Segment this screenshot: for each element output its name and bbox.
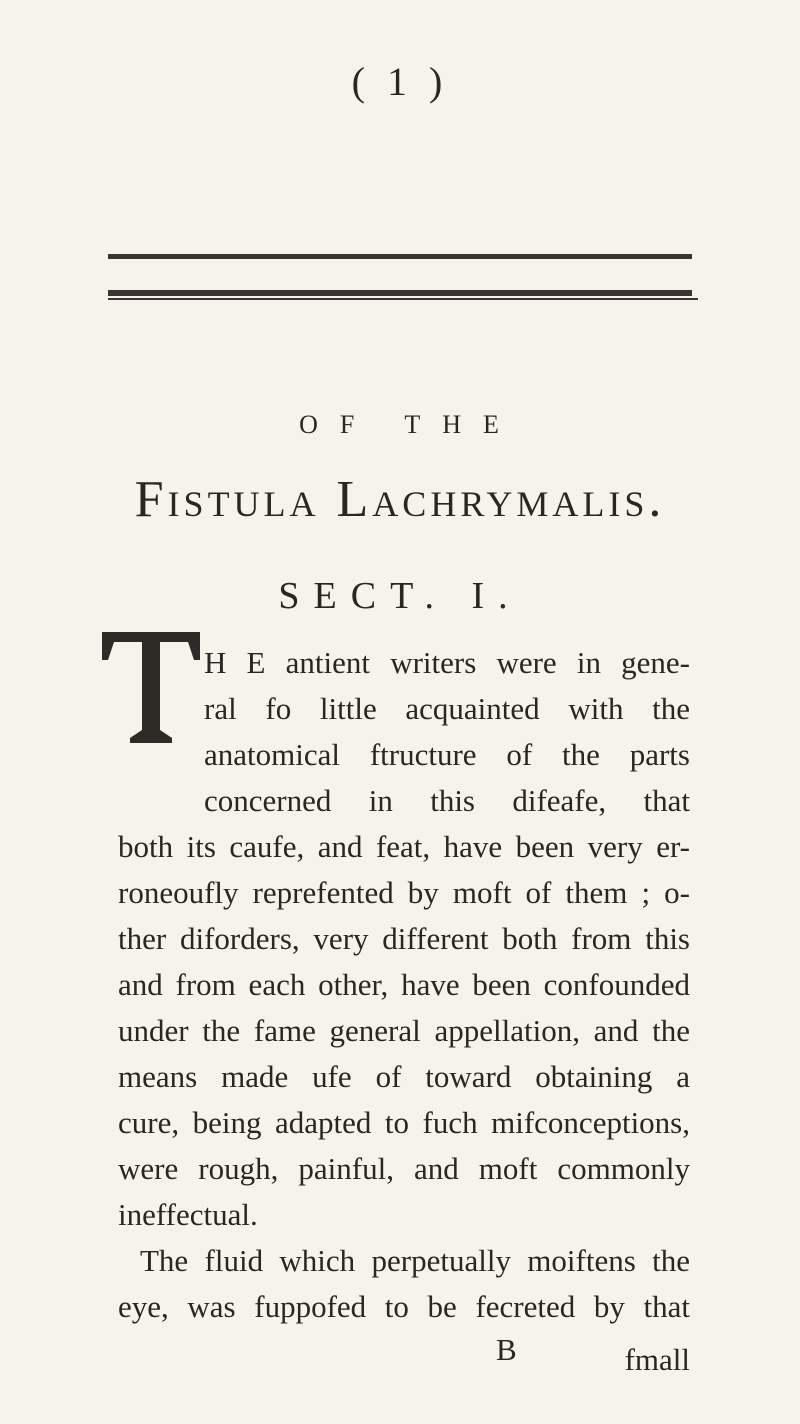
text-line: ral fo little acquainted with the <box>204 691 690 726</box>
text-line: roneoufly reprefented by moft of them ; o- <box>118 875 690 910</box>
section-heading: SECT. I. <box>278 575 522 617</box>
text-line: cure, being adapted to fuch mifconceptions, <box>118 1105 690 1140</box>
text-line: means made ufe of toward obtaining a <box>118 1059 690 1094</box>
signature-mark: B <box>496 1332 517 1367</box>
chapter-title: Fistula Lachrymalis. <box>134 471 666 528</box>
text-line: and from each other, have been confounded <box>118 967 690 1002</box>
svg-text:T: T <box>148 693 154 702</box>
text-line: ineffectual. <box>118 1197 258 1232</box>
heading-of-the: OF THE <box>299 410 521 439</box>
body-text <box>118 640 690 1330</box>
text-line: The fluid which perpetually moiftens the <box>140 1243 690 1278</box>
ornamental-rule-top <box>108 254 692 259</box>
ornamental-rule-thin <box>108 298 698 300</box>
text-line: concerned in this difeafe, that <box>204 783 690 818</box>
text-line: both its caufe, and feat, have been very er- <box>118 829 690 864</box>
ornamental-rule-bottom <box>108 290 692 296</box>
text-line: under the fame general appellation, and the <box>118 1013 690 1048</box>
text-line: H E antient writers were in gene- <box>204 645 690 680</box>
text-line: ther diforders, very different both from this <box>118 921 690 956</box>
text-line: eye, was fuppofed to be fecreted by that <box>118 1289 690 1324</box>
text-line: were rough, painful, and moft commonly <box>118 1151 690 1186</box>
text-line: anatomical ftructure of the parts <box>204 737 690 772</box>
page-number: ( 1 ) <box>351 59 449 104</box>
catchword: fmall <box>624 1342 690 1377</box>
page-footer <box>118 1332 690 1378</box>
